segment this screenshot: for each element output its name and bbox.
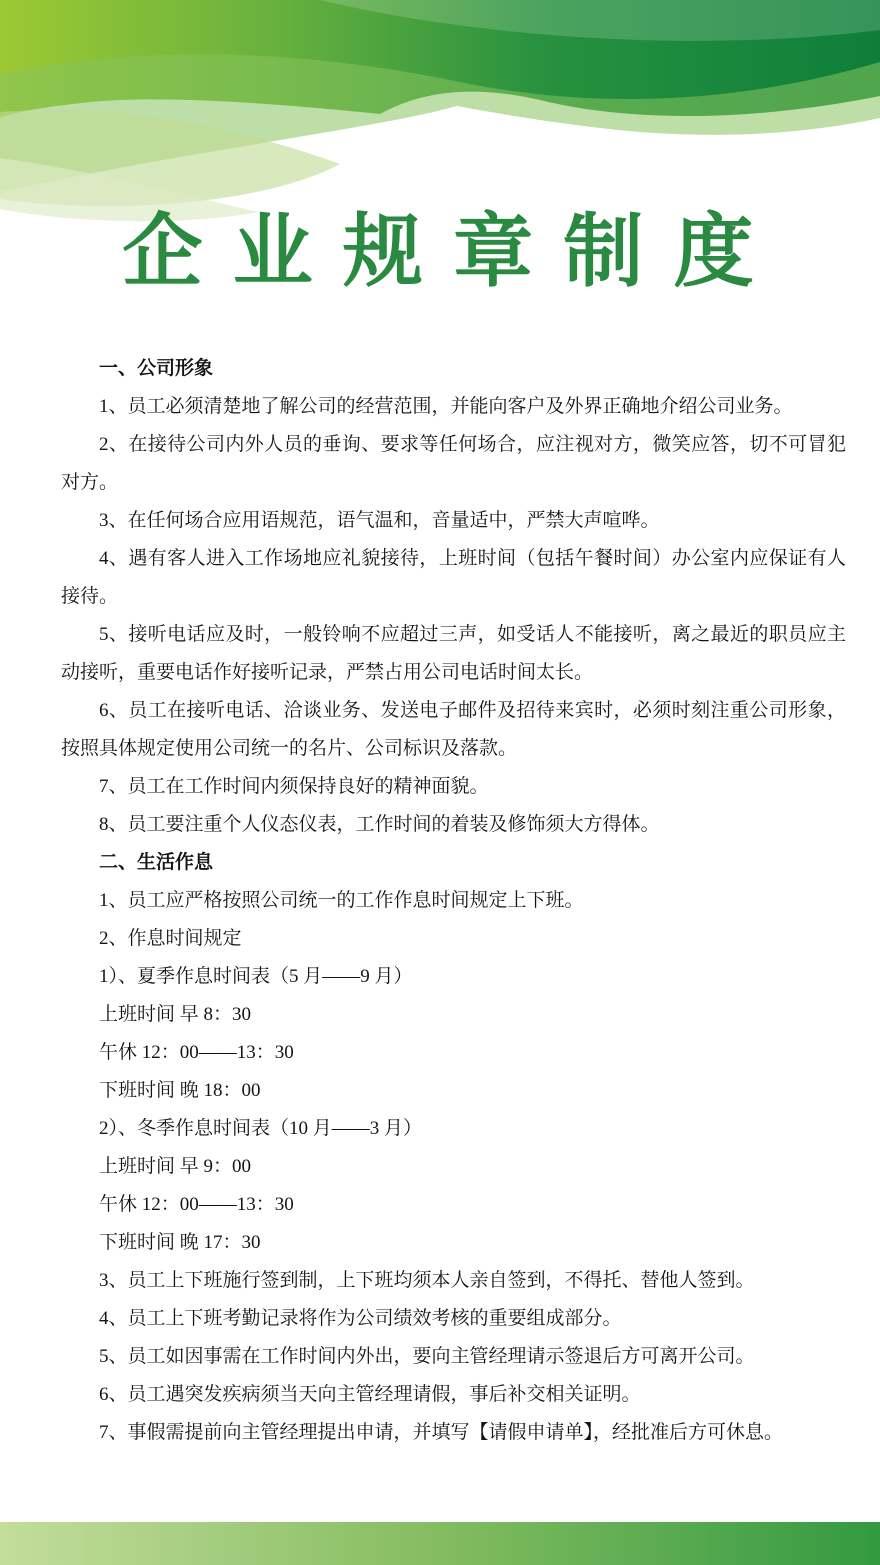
- paragraph: 8、员工要注重个人仪态仪表，工作时间的着装及修饰须大方得体。: [99, 814, 660, 835]
- paragraph: 7、员工在工作时间内须保持良好的精神面貌。: [99, 776, 489, 797]
- paragraph: 3、员工上下班施行签到制，上下班均须本人亲自签到，不得托、替他人签到。: [99, 1270, 755, 1291]
- wave-graphic: [0, 0, 880, 232]
- paragraph: 4、员工上下班考勤记录将作为公司绩效考核的重要组成部分。: [99, 1308, 622, 1329]
- paragraph: 上班时间 早 8：30: [99, 1004, 252, 1025]
- paragraph: 5、接听电话应及时，一般铃响不应超过三声，如受话人不能接听，离之最近的职员应主动接听，重要电话作好接听记录，严禁占用公司电话时间太长。: [61, 624, 846, 683]
- paragraph: 上班时间 早 9：00: [99, 1156, 252, 1177]
- paragraph: 1）、夏季作息时间表（5 月——9 月）: [99, 966, 413, 987]
- paragraph: 3、在任何场合应用语规范，语气温和，音量适中，严禁大声喧哗。: [99, 510, 660, 531]
- paragraph: 5、员工如因事需在工作时间内外出，要向主管经理请示签退后方可离开公司。: [99, 1346, 755, 1367]
- page-title: 企 业 规 章 制 度: [122, 207, 758, 296]
- paragraph: 1、员工应严格按照公司统一的工作作息时间规定上下班。: [99, 890, 584, 911]
- paragraph: 下班时间 晚 17：30: [99, 1232, 261, 1253]
- section-heading: 二、生活作息: [99, 852, 214, 873]
- header-wave-decoration: [0, 0, 880, 232]
- paragraph: 午休 12：00——13：30: [99, 1194, 294, 1215]
- paragraph: 2、在接待公司内外人员的垂询、要求等任何场合，应注视对方，微笑应答，切不可冒犯对方。: [61, 434, 846, 493]
- paragraph: 午休 12：00——13：30: [99, 1042, 294, 1063]
- paragraph: 6、员工遇突发疾病须当天向主管经理请假，事后补交相关证明。: [99, 1384, 641, 1405]
- paragraph: 4、遇有客人进入工作场地应礼貌接待，上班时间（包括午餐时间）办公室内应保证有人接待。: [61, 548, 846, 607]
- document-body: [61, 350, 846, 1452]
- footer-gradient-bar: [0, 1522, 880, 1565]
- paragraph: 6、员工在接听电话、洽谈业务、发送电子邮件及招待来宾时，必须时刻注重公司形象，按照具体规定使用公司统一的名片、公司标识及落款。: [61, 700, 846, 759]
- paragraph: 7、事假需提前向主管经理提出申请，并填写【请假申请单】，经批准后方可休息。: [99, 1422, 784, 1443]
- paragraph: 2、作息时间规定: [99, 928, 242, 949]
- paragraph: 1、员工必须清楚地了解公司的经营范围，并能向客户及外界正确地介绍公司业务。: [99, 396, 793, 417]
- section-heading: 一、公司形象: [99, 358, 214, 379]
- paragraph: 下班时间 晚 18：00: [99, 1080, 261, 1101]
- paragraph: 2）、冬季作息时间表（10 月——3 月）: [99, 1118, 423, 1139]
